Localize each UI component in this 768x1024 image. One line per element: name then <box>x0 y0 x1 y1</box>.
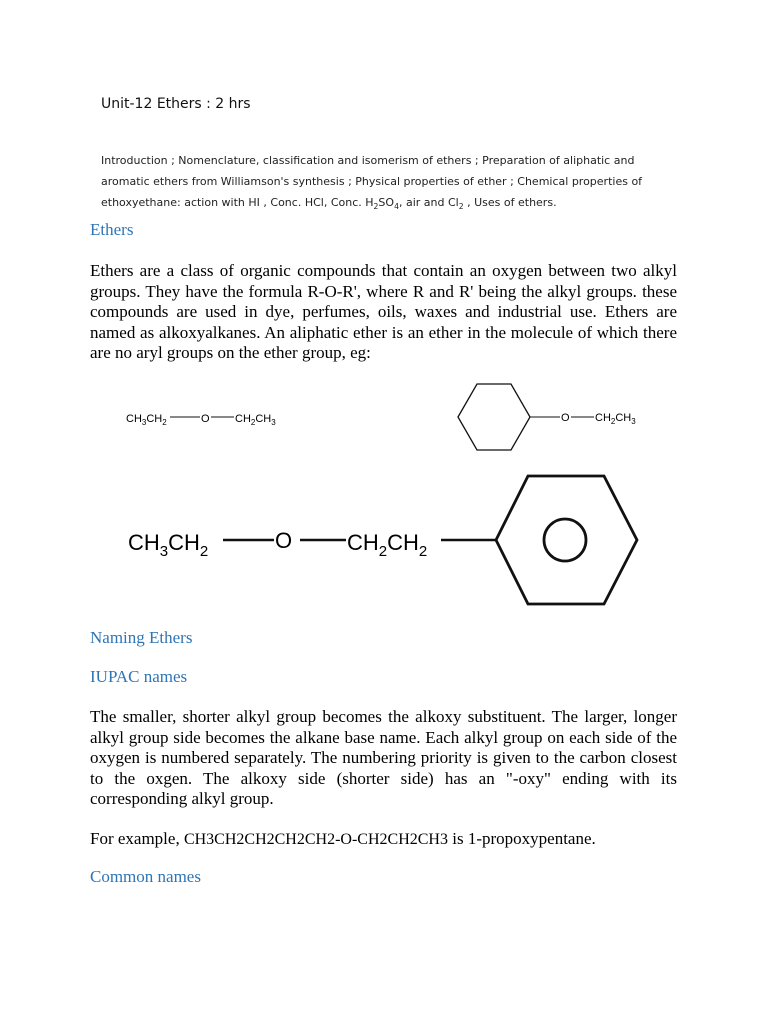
heading-iupac-names: IUPAC names <box>90 667 188 686</box>
heading-common-names: Common names <box>90 867 201 886</box>
structure-oxygen: O <box>201 413 210 425</box>
structure-right-group: $CH_2CH_2$ <box>347 530 428 560</box>
example-formula: CH3CH2CH2CH2CH2-O-CH2CH2CH3 <box>183 831 448 848</box>
structure-left-group: $CH_3CH_2$ <box>126 413 167 427</box>
structure-oxygen: O <box>561 412 570 424</box>
intro-paragraph: Ethers are a class of organic compounds that contain an oxygen between two alkyl groups. They have the formula R-O-R', where R and R' being the alkyl groups. these compounds are used in dye, perfumes, oils, waxes and industrial use. Ethers are named as alkoxyalkanes. An aliphatic ether is an ether in the molecule of which there are no aryl groups on the ether group, eg: <box>90 261 677 362</box>
structure-right-group: $CH_2CH_3$ <box>235 413 276 427</box>
structure-right-group: $CH_2CH_3$ <box>595 412 636 426</box>
aromatic-circle <box>544 519 586 561</box>
unit-title: Unit-12 Ethers : 2 hrs <box>101 96 251 112</box>
heading-ethers: Ethers <box>90 220 134 239</box>
iupac-paragraph: The smaller, shorter alkyl group becomes the alkoxy substituent. The larger, longer alkyl group side becomes the alkane base name. Each alkyl group on each side of the oxygen is numbered separately. The numbering priority is given to the carbon closest to the oxgen. The alkoxy side (shorter side) has an "-oxy" ending with its corresponding alkyl group. <box>90 707 677 808</box>
diethyl-ether-structure <box>120 400 300 434</box>
syllabus-text: Introduction ; Nomenclature, classification and isomerism of ethers ; Preparation of aliphatic and aromatic ethers from Williamson's synthesis ; Physical properties of ether ; Chemical properties of ethoxyethane: action with HI , Conc. HCl, Conc. $H_2SO_4$, air and $Cl_2$ , Uses of ethers. <box>101 154 643 212</box>
heading-naming-ethers: Naming Ethers <box>90 628 193 647</box>
example-paragraph: For example, CH3CH2CH2CH2CH2-O-CH2CH2CH3 is 1-propoxypentane. <box>90 829 596 848</box>
structure-oxygen: O <box>275 528 293 553</box>
cyclohexyl-ethyl-ether-structure <box>450 376 660 458</box>
phenethyl-ethyl-ether-structure <box>120 470 650 610</box>
structure-left-group: $CH_3CH_2$ <box>128 530 209 560</box>
benzene-ring <box>496 476 637 604</box>
cyclohexane-ring <box>458 384 530 450</box>
